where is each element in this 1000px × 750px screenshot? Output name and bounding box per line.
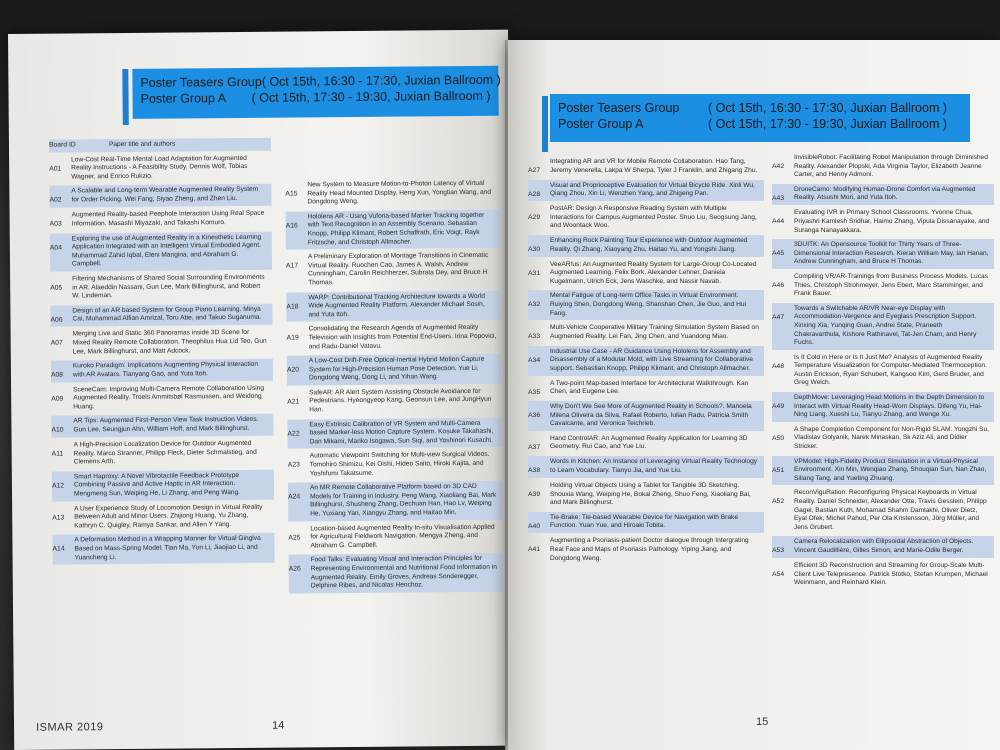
board-id: A39 [528,491,541,499]
board-id: A49 [772,403,785,411]
right-page [508,40,1000,750]
paper-row [50,303,272,327]
paper-header: Paper title and authors [108,140,176,149]
paper-row [772,487,994,534]
paper-row [51,382,273,414]
paper-title-authors: A Deformation Method in a Wrapping Manner for Virtual Gingiva Based on Mass-Spring Model. Tian Ma, Yun Li, Jiaojiao Li, and Yuancheng Li. [74,535,261,562]
paper-row [50,231,272,271]
paper-title-authors: Industrial Use Case - AR Guidance Using Hololens for Assembly and Disassembly of a Modular Mold, with Live Streaming for Collaborative support. Sebastian Knopp, Philipp Klimant, and Christoph Allmacher. [550,347,754,372]
board-id: A29 [528,214,541,222]
board-id: A41 [528,546,541,554]
board-id: A20 [286,366,300,374]
paper-title-authors: Exploring the use of Augmented Reality in a Kinesthetic Learning Application Integrated with an Intelligent Virtual Embodied Agent. Muhammad Zahid Iqbal, Eleni Mangina, and Abraham G. Campbell. [71,233,262,268]
board-id: A42 [772,163,785,170]
paper-row [49,184,271,208]
header-title-1: Poster Teasers Group [140,74,262,90]
page-number-right: 15 [756,716,769,728]
paper-title-authors: A High-Precision Localization Device for Outdoor Augmented Reality. Marco Stranner, Philipp Fleck, Dieter Schmalstieg, and Clemens Arth. [73,439,257,466]
paper-row [772,536,994,558]
board-id: A45 [772,250,785,258]
paper-title-authors: Food Talks: Evaluating Visual and Interaction Principles for Representing Environmental and Nutritional Food Information in Augmented Reality. Emily Groves, Andreas Sonderegger, Delphine Ribes, and Nicolas Henchoz. [310,555,497,590]
paper-row [288,481,502,521]
paper-row [772,271,994,301]
paper-title-authors: VeeAR!us: An Augmented Reality System for Large-Group Co-Located Augmented Learning. Felix Bork, Alexander Lehner, Daniela Kugelmann, Ulrich Eck, Jens Waschke, and Nassir Navab. [550,260,757,285]
board-id: A40 [528,522,541,530]
board-id: A31 [528,269,541,277]
board-id: A23 [287,461,300,470]
board-id: A25 [288,534,301,542]
paper-title-authors: Automatic Viewpoint Switching for Multi-view Surgical Videos. Tomohiro Shimizu, Kei Oishi, Hideo Saito, Hiroki Kajita, and Yoshifumi Takatsume. [309,451,490,478]
paper-row [51,327,273,359]
paper-title-authors: Hololens AR - Using Vuforia-based Marker Tracking together with Text Recognition in an Assembly Scenario. Sebastian Knopp, Philipp Klimant, Robert Schaffrath, Eric Voigt, Rayk Fritzsche, and Christoph Allmacher. [307,211,485,246]
paper-row [52,501,274,533]
board-id: A53 [772,547,785,555]
paper-row [772,392,994,422]
paper-row [772,207,994,237]
board-id: A36 [528,412,541,420]
paper-title-authors: InvisibleRobot: Facilitating Robot Manipulation through Diminished Reality. Alexander Plopski, Ada Virginia Taylor, Elizabeth Jeanne Carter, and Henny Admoni. [794,154,988,179]
right-column-2 [772,152,994,592]
paper-row [772,352,994,390]
paper-row [287,417,501,449]
paper-title-authors: Augmenting a Psoriasis-patient Doctor dialogue through Intergrating Real Face and Maps of Psoriasis Pathology. Yiping Jiang, and Dongdong Weng. [550,537,749,562]
header-accent-bar [122,69,128,125]
paper-title-authors: New System to Measure Motion-to-Photon Latency of Virtual Reality Head Mounted Display. Heng Xun, Yongtian Wang, and Dongdong Weng. [307,179,492,206]
paper-row [51,414,273,438]
paper-row [772,184,994,206]
board-id: A43 [772,194,785,202]
board-id: A13 [52,514,65,522]
board-id: A34 [528,356,541,364]
header-title-2-right: Poster Group A [558,117,644,131]
paper-row [772,303,994,350]
paper-row [772,424,994,454]
paper-row [52,533,274,565]
board-id: A37 [528,443,541,451]
paper-title-authors: Augmented Reality-based Peephole Interaction Using Real Space Information. Masashi Miyazaki, and Takashi Komuro. [71,209,265,228]
board-id: A18 [286,303,299,311]
paper-title-authors: A User Experience Study of Locomotion Design in Virtual Reality Between Adult and Minor Users. Zhijiong Huang, Yu Zhang, Kathryn C. Quigley, Ramya Sankar, and Allen Y Yang. [74,503,263,530]
board-id: A33 [528,333,541,341]
paper-title-authors: Evaluating IVR in Primary School Classrooms. Yvonne Chua, Priyashri Kamlesh Sridhar, Haimo Zhang, Vipula Dissanayake, and Suranga Nanayakkara. [794,209,990,234]
conference-footer: ISMAR 2019 [36,721,104,734]
board-id: A46 [772,281,785,289]
paper-title-authors: Visual and Proprioceptive Evaluation for Virtual Bicycle Ride. Xinli Wu, Qiang Zhou, Xin Li, Wenzhen Yang, and Zhigeng Pan. [550,181,755,198]
paper-row [528,346,764,376]
paper-title-authors: An MR Remote Collaborative Platform based on 3D CAD Models for Training in Industry. Peng Wang, Xiaoliang Bai, Mark Billinghurst, Shusheng Zhang, Dechuan Han, Hao Lv, Weiping He, Yuxiang Yan, Xiangyu Zhang, and Haitao Min. [309,483,497,518]
header-time-2-right: ( Oct 15th, 17:30 - 19:30, Juxian Ballroom ) [708,117,948,131]
left-column-1 [49,138,275,567]
paper-row [288,521,502,553]
paper-title-authors: A Preliminary Exploration of Montage Transitions in Cinematic Virtual Reality. Ruochen Cao, James A. Walsh, Andrew Cunningham, Carolin Reichherzer, Subrata Dey, and Bruce H Thomas. [307,251,489,287]
board-id: A22 [287,430,300,438]
board-id: A38 [528,467,541,475]
paper-title-authors: A Two-point Map-based Interface for Architectural Walkthrough. Kan Chen, and Eugene Lee. [550,379,749,396]
paper-title-authors: SceneCam: Improving Multi-Camera Remote Collaboration Using Augmented Reality. Troels Ammitsbøl Rasmussen, and Weidong Huang. [73,384,265,411]
board-id: A47 [772,313,785,321]
right-column-1 [528,156,764,567]
board-id: A27 [528,167,541,174]
board-id: A28 [528,190,541,198]
board-id: A26 [288,565,301,573]
board-id: A05 [50,284,63,292]
paper-title-authors: Compiling VR/AR-Trainings from Business Process Models. Lucas Thies, Christoph Strohmeyer, Jens Ebert, Marc Stamminger, and Frank Bauer. [794,272,988,298]
paper-row [49,152,271,184]
board-id: A07 [50,339,63,347]
paper-row [528,378,764,400]
paper-row [286,290,500,322]
paper-row [50,272,272,304]
board-id: A19 [286,334,299,342]
paper-title-authors: Easy Extrinsic Calibration of VR System and Multi-Camera based Marker-less Motion Capture System. Kosuke Takahashi, Dan Mikami, Mariko Isogawa, Sun Siqi, and Yoshinori Kusachi. [309,419,494,446]
board-id: A50 [772,434,785,442]
paper-title-authors: Multi-Vehicle Cooperative Military Training Simulation System Based on Augmented Reality. Lei Fan, Jing Chen, and Yuandong Miao. [550,324,759,340]
paper-row [528,456,764,478]
board-id: A01 [49,165,62,173]
board-id: A03 [49,220,62,228]
paper-title-authors: Is It Cold in Here or Is It Just Me? Analysis of Augmented Reality Temperature Visualization for Computer-Mediated Thermoception. Austin Erickson, Ryan Schubert, Kangsoo Kim, Gerd Bruder, and Greg Welch. [794,353,987,387]
paper-row [528,235,764,257]
paper-row [772,456,994,486]
board-id: A52 [772,498,785,506]
board-id: A30 [528,245,541,253]
paper-row [51,359,273,383]
left-column-2 [285,178,503,596]
paper-title-authors: DroneCamo: Modifying Human-Drone Comfort via Augmented Reality. Atsushi Mori, and Yuta Itoh. [794,185,976,202]
board-id-header: Board ID [48,141,76,149]
paper-row [528,535,764,565]
header-time-1-right: ( Oct 15th, 16:30 - 17:30, Juxian Ballroom ) [708,101,948,115]
paper-title-authors: Merging Live and Static 360 Panoramas inside 3D Scene for Mixed Reality Remote Collaboration. Theophilus Hua Lid Teo, Gun Lee, Mark Billinghurst, and Matt Adcock. [72,329,267,355]
paper-row [528,156,764,178]
paper-title-authors: Towards a Switchable AR/VR Near-eye Display with Accommodation-Vergence and Eyeglass Prescription Support. Xinxing Xia, Yunqing Guan, Andrei State, Praneeth Chakravarthula, Kishore Rathinavel, Tat-Jen Cham, and Henry Fuchs. [794,304,977,347]
paper-title-authors: Smart Haproxy: A Novel Vibrotactile Feedback Prototype Combining Passive and Active Haptic in AR Interaction. Mengmeng Sun, Weiping He, Li Zhang, and Peng Wang. [73,471,241,498]
paper-title-authors: Filtering Mechanisms of Shared Social Surrounding Environments in AR. Alaeddin Nassani, Gun Lee, Mark Billinghurst, and Robert W. Lindeman. [72,273,265,300]
paper-title-authors: Location-based Augmented Reality In-situ Visualisation Applied for Agricultural Fieldwork Navigation. Mengya Zheng, and Abraham G. Campbell. [310,523,495,550]
paper-title-authors: Words in Kitchen: An Instance of Leveraging Virtual Reality Technology to Learn Vocabulary. Tianyu Jia, and Yue Liu. [550,458,758,475]
paper-title-authors: AR Tips: Augmented First-Person View Task Instruction Videos. Gun Lee, Seungjun Ahn, William Hoff, and Mark Billinghurst. [73,416,259,434]
right-header-box [550,94,970,142]
paper-title-authors: Low-Cost Real-Time Mental Load Adaptation for Augmented Reality Instructions - A Feasibility Study. Dennis Wolf, Tobias Wagner, and Enrico Rukzio. [71,154,248,181]
paper-title-authors: Camera Relocalization with Ellipsoidal Abstraction of Objects. Vincent Gaudillière, Gilles Simon, and Marie-Odile Berger. [794,538,974,554]
board-id: A17 [286,262,299,270]
paper-row [528,401,764,431]
paper-title-authors: Integrating AR and VR for Mobile Remote Collaboration. Hao Tang, Jeremy Venerella, Lakpa W Sherpa, Tyler J Franklin, and Zhigang Zhu. [550,158,758,174]
column-header [49,138,271,153]
paper-title-authors: Holding Virtual Objects Using a Tablet for Tangible 3D Sketching. Shouxia Wang, Weiping He, Bokai Zheng, Shuo Feng, Xiaoliang Bai, and Mark Billinghurst. [550,482,751,507]
paper-title-authors: Why Don't We See More of Augmented Reality in Schools?. Manoela Milena Oliveira da Silva, Rafael Roberto, Iulian Radu, Patricia Smith Cavalcante, and Veronica Teichrieb. [550,403,752,428]
paper-row [289,553,503,593]
board-id: A10 [51,426,64,435]
paper-title-authors: A Shape Completion Component for Non-Rigid SLAM. Yongzhi Su, Vladislav Golyanik, Narek Minaskan, Sk Aziz Ali, and Didier Stricker. [794,425,989,451]
paper-title-authors: Design of an AR based System for Group Piano Learning. Minya Cai, Muhammad Alfian Amrizal, Toru Abe, and Takuo Suganuma. [72,305,262,323]
paper-row [528,322,764,344]
paper-title-authors: Enhancing Rock Painting Tour Experience with Outdoor Augmented Reality. Qi Zhang, Xiaoyang Zhu, Haitao Yu, and Yongshi Jiang. [550,236,748,253]
paper-title-authors: Hand ControlAR: An Augmented Reality Application for Learning 3D Geometry. Rui Cao, and Yue Liu. [550,434,748,451]
paper-title-authors: Mental Fatigue of Long-term Office Tasks in Virtual Environment. Ruiying Shen, Dongdong Weng, Shanshan Chen, Jie Guo, and Hui Fang. [550,292,746,317]
paper-title-authors: WARP: Contributional Tracking Architecture towards a World Wide Augmented Reality Platform. Alexander Michael Sosin, and Yuta Itoh. [308,292,485,319]
paper-row [528,433,764,455]
paper-row [772,560,994,590]
board-id: A04 [49,244,62,252]
left-page [8,30,514,750]
paper-title-authors: Efficient 3D Reconstruction and Streaming for Group-Scale Multi-Client Live Telepresence. Patrick Stotko, Stefan Krumpen, Michael Weinmann, and Reinhard Klein. [794,561,988,587]
paper-row [528,290,764,320]
board-id: A15 [285,190,298,198]
board-id: A02 [49,196,62,205]
board-id: A11 [51,450,64,458]
paper-title-authors: 3DUITK: An Opensource Toolkit for Thirty Years of Three-Dimensional Interaction Research. Kieran William May, Ian Hanan, Andrew Cunningham, and Bruce H Thomas. [794,241,989,266]
board-id: A08 [50,371,64,379]
paper-row [287,386,501,418]
board-id: A12 [51,482,65,490]
paper-row [285,178,499,210]
page-number-left: 14 [271,719,285,732]
paper-row [287,354,501,386]
paper-title-authors: DepthMove: Leveraging Head Motions in the Depth Dimension to Interact with Virtual Reality Head-Worn Displays. Difeng Yu, Hai-Ning Liang, Xueshi Lu, Tianyu Zhang, and Wenge Xu. [794,394,985,419]
paper-row [772,152,994,182]
header-title-1-right: Poster Teasers Group [558,101,680,115]
board-id: A35 [528,388,541,396]
board-id: A48 [772,362,785,370]
board-id: A09 [51,395,64,403]
paper-row [50,208,272,232]
board-id: A32 [528,301,541,309]
board-id: A51 [772,466,785,474]
paper-row [772,239,994,269]
paper-row [286,250,500,290]
board-id: A21 [287,398,300,406]
header-time-1: ( Oct 15th, 16:30 - 17:30, Juxian Ballroom ) [261,72,501,89]
paper-row [528,259,764,289]
paper-title-authors: A Low-Cost Drift-Free Optical-Inertial Hybrid Motion Capture System for High-Precision Human Pose Detection. Yue Li, Dongdong Weng, Dong Li, and Yihan Wang. [308,355,485,382]
paper-row [52,470,274,502]
paper-title-authors: ReconViguRation: Reconfiguring Physical Keyboards in Virtual Reality. Daniel Schneider, Alexander Otte, Travis Gesslein, Philipp Gagel, Bastian Kuth, Mohamad Shahm Damlakhi, Oliver Dietz, Eyal Ofek, Michel Pahud, Per Ola Kristensson, Jörg Müller, and Jens Grubert. [794,489,987,531]
board-id: A06 [50,316,63,324]
paper-title-authors: Kuroko Paradigm: Implications Augmenting Physical Interaction with AR Avatars. Tianyang Gao, and Yuta Itoh. [72,360,259,379]
paper-row [528,480,764,510]
paper-row [52,438,274,470]
header-accent-bar-right [542,96,548,152]
paper-title-authors: A Scalable and Long-term Wearable Augmented Reality System for Order Picking. Wei Fang, Siyao Zheng, and Zhen Liu. [71,186,259,204]
board-id: A54 [772,570,785,578]
header-time-2: ( Oct 15th, 17:30 - 19:30, Juxian Ballroom ) [251,88,491,105]
paper-row [528,203,764,233]
paper-title-authors: PostAR: Design A Responsive Reading System with Multiple Interactions for Campus Augmented Poster. Shuo Liu, Seogsung Jang, and Woontack Woo. [550,205,757,230]
board-id: A16 [285,222,298,230]
paper-row [287,322,501,354]
paper-row [528,512,764,534]
paper-row [286,209,500,249]
board-id: A24 [288,493,301,501]
paper-title-authors: Consolidating the Research Agenda of Augmented Reality Television with Insights from Potential End-Users. Irina Popovici, and Radu-Daniel Vatavu. [308,324,497,350]
paper-title-authors: SafeAR: AR Alert System Assisting Obstacle Avoidance for Pedestrians. Hyeongyeop Kang, Geonsun Lee, and JungHyun Han. [309,387,492,414]
header-title-2: Poster Group A [140,91,227,106]
board-id: A14 [52,545,65,554]
paper-row [288,449,502,481]
left-header-box [132,66,501,119]
board-id: A44 [772,218,785,226]
paper-row [528,180,764,202]
paper-title-authors: Tie-Brake: Tie-based Wearable Device for Navigation with Brake Function. Yuan Yue, and Hiroaki Tobita. [550,513,739,530]
paper-title-authors: VPModel: High-Fidelity Product Simulation in a Virtual-Physical Environment. Xin Min, Wenqiao Zhang, Shouqian Sun, Nan Zhao, Siliang Tang, and Yueting Zhuang. [794,457,987,482]
